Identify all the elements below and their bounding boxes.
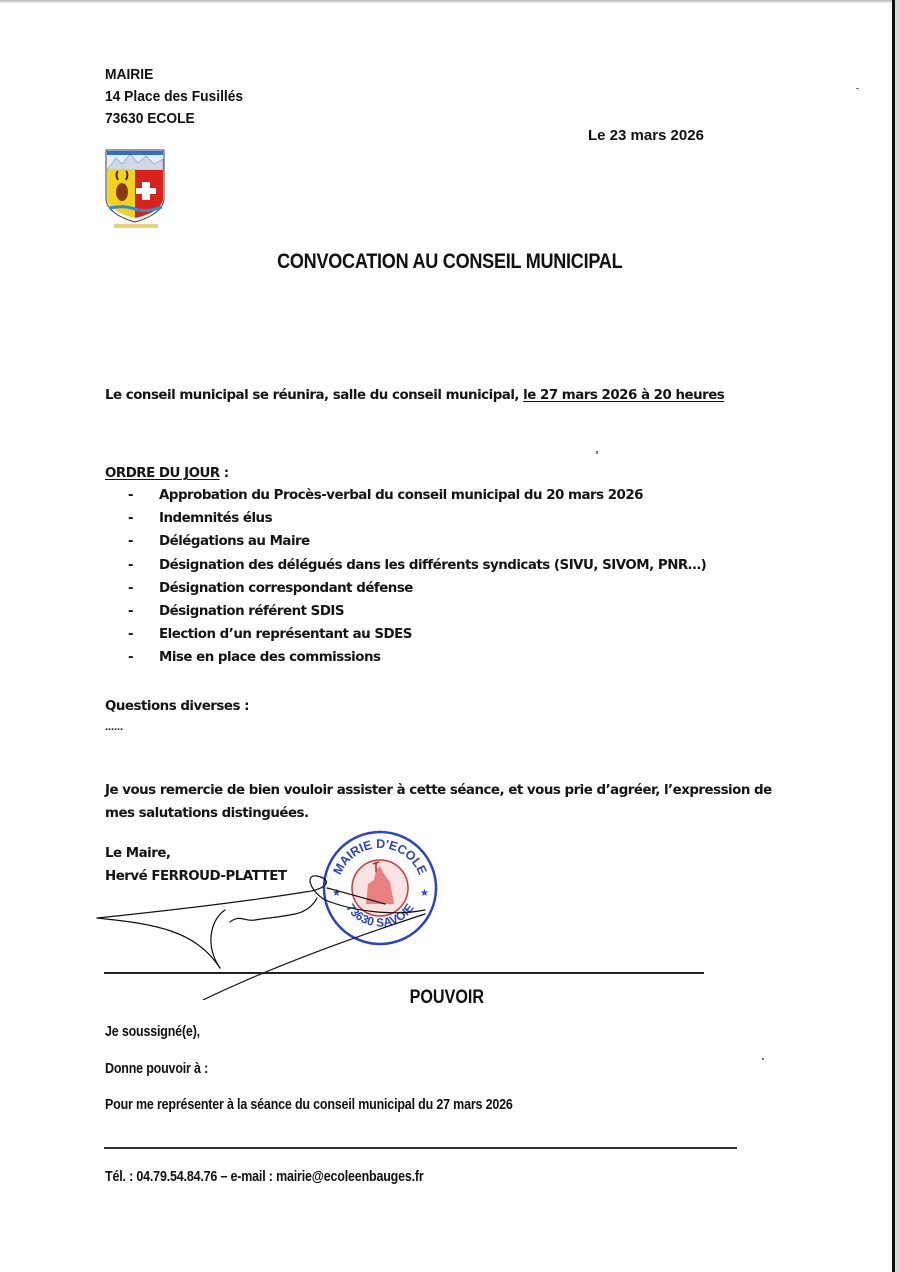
address-line: 14 Place des Fusillés [105,88,244,105]
bullet-dash: - [128,557,134,573]
agenda-heading: ORDRE DU JOUR : [105,466,229,481]
agenda-list [128,488,706,674]
questions-heading: Questions diverses : [105,699,249,714]
coat-of-arms-icon [104,148,166,232]
stamp-bottom-text: 73630 SAVOIE [343,900,417,930]
agenda-item: - Désignation correspondant défense [128,581,706,604]
agenda-item: - Désignation référent SDIS [128,604,706,627]
signer-title: Le Maire, [105,846,171,861]
address-line: 73630 ECOLE [105,110,195,127]
stamp-top-text: MAIRIE D'ECOLE [330,836,430,877]
page-right-edge [892,0,895,1272]
bullet-dash: - [128,650,134,666]
meeting-announcement [105,388,724,403]
section-divider [104,972,704,974]
document-title: CONVOCATION AU CONSEIL MUNICIPAL [277,250,623,273]
address-line: MAIRIE [105,66,154,83]
agenda-item: - Approbation du Procès-verbal du conseil municipal du 20 mars 2026 [128,488,706,511]
agenda-item: - Délégations au Maire [128,534,706,557]
scan-speck [856,88,859,89]
handwritten-signature-icon [95,850,455,1000]
questions-placeholder: …… [105,723,123,733]
signer-name: Hervé FERROUD-PLATTET [105,869,287,884]
svg-text:★: ★ [332,888,341,899]
page-top-edge [0,0,892,3]
meeting-intro-text: Le conseil municipal se réunira, salle du conseil municipal, [105,388,524,403]
proxy-undersigned-line: Je soussigné(e), [105,1024,200,1040]
bullet-dash: - [128,534,134,550]
scan-speck [596,451,598,454]
bullet-dash: - [128,603,134,619]
closing-paragraph: Je vous remercie de bien vouloir assister à cette séance, et vous prie d’agréer, l’expression de mes salutations distinguées. [105,783,772,821]
proxy-purpose-line: Pour me représenter à la séance du conseil municipal du 27 mars 2026 [105,1097,513,1113]
agenda-item: - Désignation des délégués dans les différents syndicats (SIVU, SIVOM, PNR…) [128,558,706,581]
scan-speck [762,1058,764,1060]
svg-text:★: ★ [420,888,429,899]
agenda-item: - Indemnités élus [128,511,706,534]
bullet-dash: - [128,511,134,527]
proxy-grant-line: Donne pouvoir à : [105,1061,209,1077]
bullet-dash: - [128,580,134,596]
footer-contact: Tél. : 04.79.54.84.76 – e-mail : mairie@ecoleenbauges.fr [105,1169,424,1185]
proxy-title: POUVOIR [409,987,484,1008]
sender-address [105,64,243,130]
agenda-item: - Election d’un représentant au SDES [128,627,706,650]
letter-date: Le 23 mars 2026 [588,127,704,144]
bullet-dash: - [128,627,134,643]
page-right-shade [895,0,900,1272]
bullet-dash: - [128,488,134,503]
footer-divider [104,1147,737,1149]
meeting-date-time: le 27 mars 2026 à 20 heures [523,388,725,403]
agenda-item: - Mise en place des commissions [128,650,706,673]
